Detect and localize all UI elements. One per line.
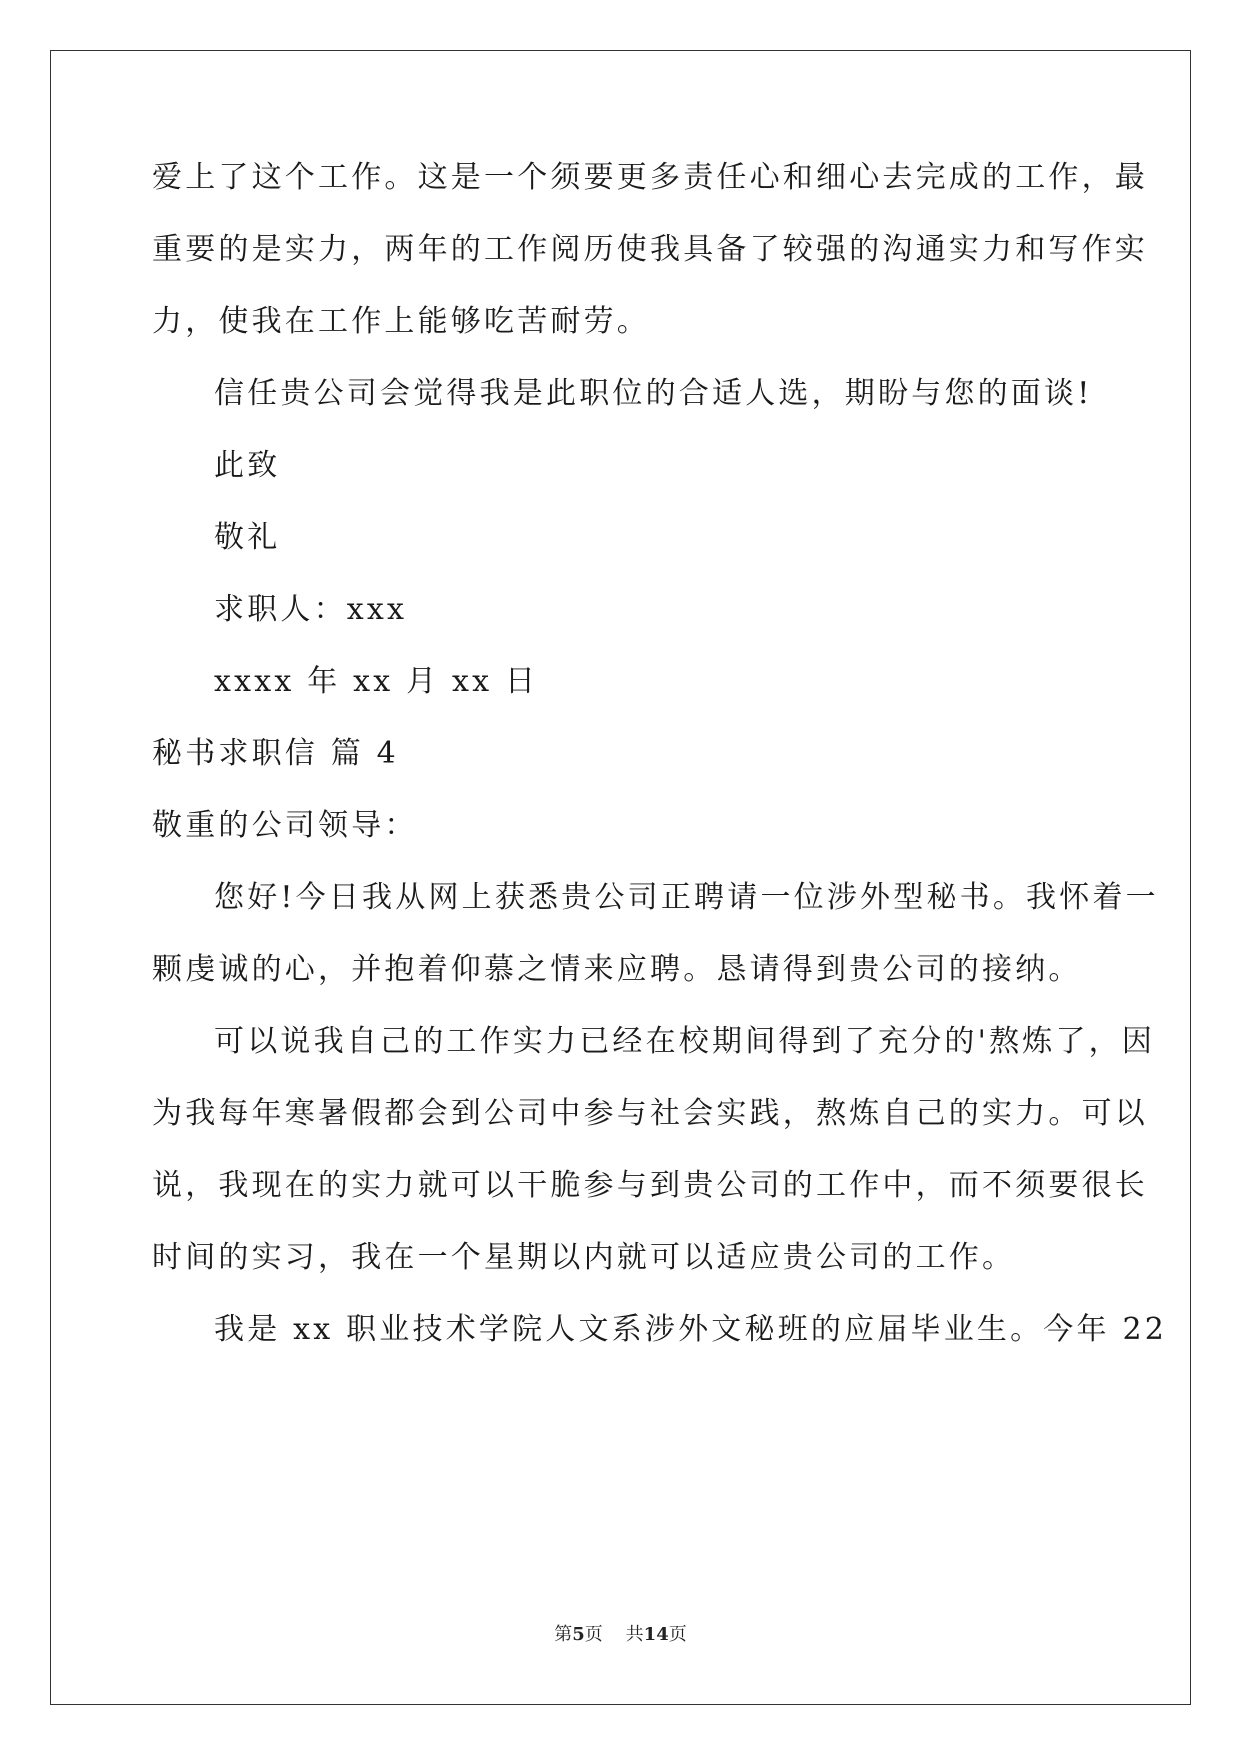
footer-suffix: 页 bbox=[668, 1624, 687, 1645]
section-title: 秘书求职信 篇 4 bbox=[152, 736, 399, 771]
footer-prefix: 第 bbox=[554, 1624, 573, 1645]
date-line: xxxx 年 xx 月 xx 日 bbox=[214, 664, 539, 699]
closing-line: 此致 bbox=[214, 448, 281, 483]
text-line: 力，使我在工作上能够吃苦耐劳。 bbox=[152, 304, 650, 339]
text-line: 说，我现在的实力就可以干脆参与到贵公司的工作中，而不须要很长 bbox=[152, 1168, 1148, 1203]
text-line: 可以说我自己的工作实力已经在校期间得到了充分的'熬炼了，因 bbox=[214, 1024, 1156, 1059]
text-line: 重要的是实力，两年的工作阅历使我具备了较强的沟通实力和写作实 bbox=[152, 232, 1148, 267]
footer-mid: 页 共 bbox=[584, 1624, 644, 1645]
total-page-count: 14 bbox=[643, 1624, 669, 1645]
current-page-number: 5 bbox=[572, 1624, 585, 1645]
text-line: 颗虔诚的心，并抱着仰慕之情来应聘。恳请得到贵公司的接纳。 bbox=[152, 952, 1082, 987]
text-line: 爱上了这个工作。这是一个须要更多责任心和细心去完成的工作，最 bbox=[152, 160, 1148, 195]
salutation: 敬重的公司领导： bbox=[152, 808, 418, 843]
page-border bbox=[50, 50, 1191, 1705]
applicant-line: 求职人：xxx bbox=[214, 592, 408, 627]
page-footer bbox=[0, 1620, 1241, 1646]
closing-line: 敬礼 bbox=[214, 520, 281, 555]
text-line: 我是 xx 职业技术学院人文系涉外文秘班的应届毕业生。今年 22 bbox=[214, 1312, 1168, 1347]
text-line: 时间的实习，我在一个星期以内就可以适应贵公司的工作。 bbox=[152, 1240, 1016, 1275]
text-line: 信任贵公司会觉得我是此职位的合适人选，期盼与您的面谈! bbox=[214, 376, 1093, 411]
text-line: 为我每年寒暑假都会到公司中参与社会实践，熬炼自己的实力。可以 bbox=[152, 1096, 1148, 1131]
text-line: 您好!今日我从网上获悉贵公司正聘请一位涉外型秘书。我怀着一 bbox=[214, 880, 1159, 915]
